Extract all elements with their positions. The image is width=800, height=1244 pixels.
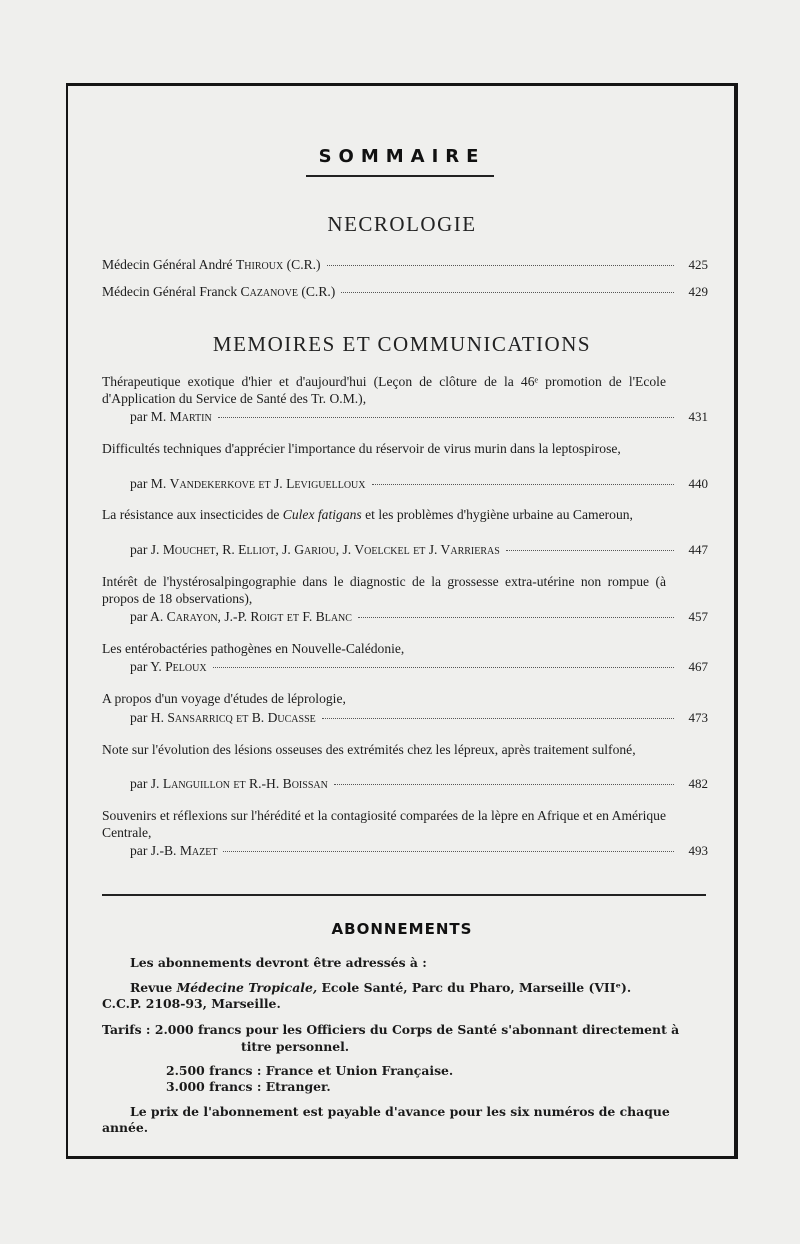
toc-entry-title: La résistance aux insecticides de Culex fatigans et les problèmes d'hygiène urbaine au Cameroun, — [102, 507, 633, 522]
toc-entry-title: Les entérobactéries pathogènes en Nouvelle-Calédonie, — [102, 641, 405, 656]
authors: Mouchet, R. Elliot, J. Gariou, J. Voelckel et J. Varrieras — [162, 542, 500, 557]
toc-entry-title: Intérêt de l'hystérosalpingographie dans le diagnostic de la grossesse extra-utérine non rompue (à propos de 18 observations), — [102, 574, 666, 606]
species-name: Culex fatigans — [282, 507, 362, 522]
sommaire-title: SOMMAIRE — [318, 146, 486, 167]
tarifs-line: Tarifs : 2.000 francs pour les Officiers du Corps de Santé s'abonnant directement à — [102, 1022, 680, 1037]
revue-address: Revue Médecine Tropicale, Ecole Santé, Parc du Pharo, Marseille (VIIᵉ). — [130, 980, 632, 995]
toc-entry[interactable]: par A. Carayon, J.-P. Roigt et F. Blanc 457 — [130, 609, 708, 624]
authors: Peloux — [165, 659, 207, 674]
page-number: 457 — [688, 609, 708, 624]
ccp-line: C.C.P. 2108-93, Marseille. — [102, 996, 281, 1011]
page-number: 425 — [688, 257, 708, 272]
page-number: 429 — [688, 284, 708, 299]
toc-entry[interactable]: par H. Sansarricq et B. Ducasse 473 — [130, 710, 708, 725]
toc-entry[interactable]: Médecin Général Franck Cazanove (C.R.) 429 — [102, 284, 708, 299]
page-number: 473 — [688, 710, 708, 725]
toc-entry-title: Thérapeutique exotique d'hier et d'aujourd'hui (Leçon de clôture de la 46ᵉ promotion de l'Ecole d'Application du Service de Santé des Tr. O.M.), — [102, 374, 666, 406]
toc-entry[interactable]: par J. Mouchet, R. Elliot, J. Gariou, J. Voelckel et J. Varrieras 447 — [130, 542, 708, 557]
toc-entry-title: Difficultés techniques d'apprécier l'importance du réservoir de virus murin dans la leptospirose, — [102, 441, 621, 456]
payment-note: Le prix de l'abonnement est payable d'avance pour les six numéros de chaque — [130, 1104, 670, 1119]
abonnements-heading: ABONNEMENTS — [331, 920, 473, 938]
page-number: 482 — [688, 776, 708, 791]
dot-leader — [372, 483, 674, 485]
dot-leader — [334, 783, 674, 785]
toc-entry[interactable]: par M. Martin 431 — [130, 409, 708, 424]
toc-entry[interactable]: par J.-B. Mazet 493 — [130, 843, 708, 858]
necrologie-heading: NECROLOGIE — [327, 212, 477, 236]
authors: Sansarricq et B. Ducasse — [167, 710, 316, 725]
author-name: Cazanove — [240, 284, 298, 299]
authors: Vandekerkove et J. Leviguelloux — [169, 476, 366, 491]
toc-entry-title: Note sur l'évolution des lésions osseuses des extrémités chez les lépreux, après traitement sulfoné, — [102, 742, 636, 757]
author-name: Thiroux — [236, 257, 284, 272]
tarifs-line-continued: titre personnel. — [241, 1039, 350, 1054]
page-number: 440 — [688, 476, 708, 491]
dot-leader — [218, 416, 674, 418]
authors: Languillon et R.-H. Boissan — [162, 776, 328, 791]
toc-entry[interactable]: par M. Vandekerkove et J. Leviguelloux 440 — [130, 476, 708, 491]
memoires-heading: MEMOIRES ET COMMUNICATIONS — [212, 332, 592, 356]
dot-leader — [358, 616, 674, 618]
dot-leader — [213, 666, 674, 668]
page-number: 493 — [688, 843, 708, 858]
dot-leader — [341, 291, 674, 293]
page-number: 431 — [688, 409, 708, 424]
authors: Mazet — [179, 843, 218, 858]
authors: Martin — [169, 409, 212, 424]
revue-title: Médecine Tropicale, — [176, 980, 318, 995]
toc-entry[interactable]: par J. Languillon et R.-H. Boissan 482 — [130, 776, 708, 791]
price-france: 2.500 francs : France et Union Française. — [166, 1063, 454, 1078]
toc-entry-title: A propos d'un voyage d'études de léprologie, — [102, 691, 346, 706]
page-number: 447 — [688, 542, 708, 557]
page-number: 467 — [688, 659, 708, 674]
dot-leader — [327, 264, 674, 266]
authors: Carayon, J.-P. Roigt et F. Blanc — [166, 609, 352, 624]
dot-leader — [322, 717, 674, 719]
title-underline — [306, 175, 494, 177]
abonnements-intro: Les abonnements devront être adressés à : — [130, 955, 427, 970]
toc-entry-title: Souvenirs et réflexions sur l'hérédité et la contagiosité comparées de la lèpre en Afrique et en Amérique Centrale, — [102, 808, 666, 840]
price-etranger: 3.000 francs : Etranger. — [166, 1079, 331, 1094]
dot-leader — [223, 850, 674, 852]
toc-entry[interactable]: Médecin Général André Thiroux (C.R.) 425 — [102, 257, 708, 272]
dot-leader — [506, 549, 674, 551]
toc-entry[interactable]: par Y. Peloux 467 — [130, 659, 708, 674]
payment-note-continued: année. — [102, 1120, 149, 1135]
section-divider — [102, 894, 706, 896]
